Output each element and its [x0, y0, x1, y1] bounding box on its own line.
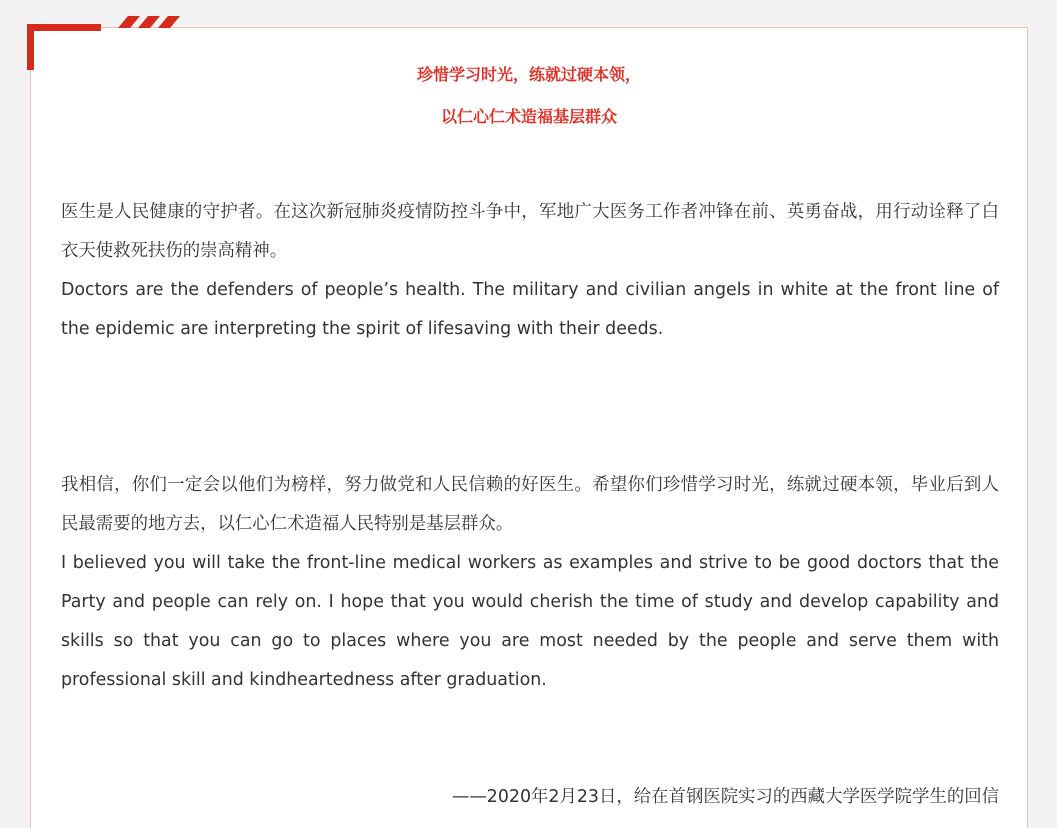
heading-line-2: 以仁心仁术造福基层群众: [440, 107, 617, 126]
paragraph-2-chinese: 我相信，你们一定会以他们为榜样，努力做党和人民信赖的好医生。希望你们珍惜学习时光，练就过硬本领，毕业后到人民最需要的地方去，以仁心仁术造福人民特别是基层群众。: [61, 475, 999, 534]
paragraph-2: [61, 466, 999, 700]
quote-card: [30, 27, 1028, 828]
signature-line: ——2020年2月23日，给在首钢医院实习的西藏大学医学院学生的回信: [451, 787, 999, 807]
heading-line-1: 珍惜学习时光，练就过硬本领，: [416, 65, 641, 84]
paragraph-1-english: Doctors are the defenders of people’s health. The military and civilian angels in white at the front line of the epidemic are interpreting the spirit of lifesaving with their deeds.: [61, 280, 999, 339]
paragraph-1: [61, 193, 999, 349]
paragraph-1-chinese: 医生是人民健康的守护者。在这次新冠肺炎疫情防控斗争中，军地广大医务工作者冲锋在前、英勇奋战，用行动诠释了白衣天使救死扶伤的崇高精神。: [61, 202, 999, 261]
corner-accent-horizontal: [27, 24, 101, 31]
paragraph-2-english: I believed you will take the front-line medical workers as examples and strive to be good doctors that the Party and people can rely on. I hope that you would cherish the time of study and develop capability and skills so that you can go to places where you are most needed by the people and serve them with professional skill and kindheartedness after graduation.: [61, 553, 999, 690]
decorative-stripes-icon: [118, 16, 188, 28]
